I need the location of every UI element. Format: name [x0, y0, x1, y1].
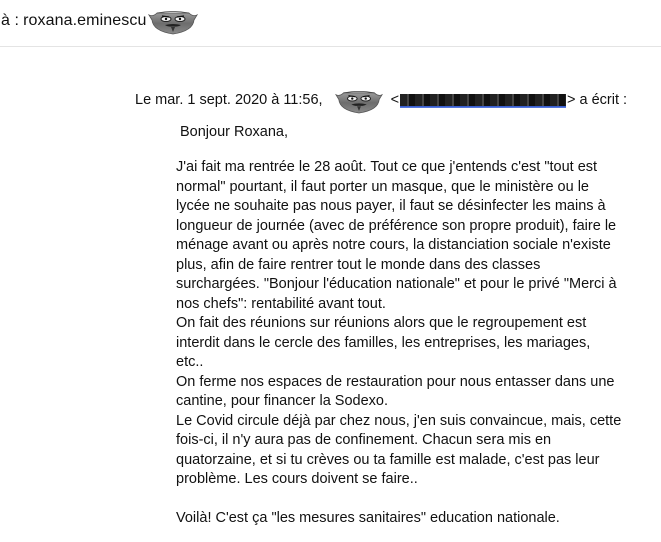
anonymous-mask-icon [335, 87, 383, 114]
email-open-bracket: < [390, 92, 400, 108]
body-line: On fait des réunions sur réunions alors que le regroupement est [176, 315, 587, 331]
header-divider [0, 46, 661, 47]
reply-attribution [135, 86, 627, 114]
body-line: surchargées. "Bonjour l'éducation nationale" et pour le privé "Merci à [176, 276, 617, 292]
message-body [176, 158, 646, 529]
body-line: On ferme nos espaces de restauration pour nous entasser dans une [176, 373, 615, 390]
body-line: quatorzaine, et si tu crèves ou ta famille est malade, c'est pas leur [176, 451, 600, 468]
body-line: plus, afin de faire rentrer tout le monde dans des classes [176, 256, 541, 273]
body-line: ménage avant ou après notre cours, la distanciation sociale n'existe [176, 237, 611, 253]
sender-email-redacted[interactable] [391, 91, 576, 109]
body-line: normal" pourtant, il faut porter un masque, que le ministère ou le [176, 178, 589, 195]
wrote-label: a écrit : [579, 92, 628, 108]
body-line: problème. Les cours doivent se faire.. [176, 471, 418, 487]
body-line: etc.. [176, 354, 204, 370]
body-line: fois-ci, il n'y aura pas de confinement. Chacun sera mis en [176, 432, 552, 448]
anonymous-mask-icon [148, 7, 198, 35]
message-closing: Voilà! C'est ça "les mesures sanitaires" education nationale. [176, 510, 560, 526]
recipient-email[interactable]: roxana.eminescu [23, 12, 147, 29]
body-line: Le Covid circule déjà par chez nous, j'en suis convaincue, mais, cette [176, 412, 622, 429]
reply-date: Le mar. 1 sept. 2020 à 11:56, [135, 92, 323, 108]
body-spacer [176, 490, 646, 510]
email-close-bracket: > [567, 92, 576, 108]
body-line: J'ai fait ma rentrée le 28 août. Tout ce que j'entends c'est "tout est [176, 159, 598, 175]
body-line: cantine, pour financer la Sodexo. [176, 393, 388, 409]
redaction-bar [400, 94, 566, 107]
recipient-line [0, 7, 198, 35]
body-line: longueur de journée (avec de préférence son propre produit), faire le [176, 217, 617, 234]
recipient-prefix: à : [1, 12, 20, 29]
message-greeting: Bonjour Roxana, [180, 124, 289, 140]
body-line: interdit dans le cercle des familles, les entreprises, les mariages, [176, 334, 591, 351]
body-line: lycée ne souhaite pas nous payer, il faut se désinfecter les mains à [176, 198, 606, 214]
body-line: nos chefs": rentabilité avant tout. [176, 295, 386, 312]
